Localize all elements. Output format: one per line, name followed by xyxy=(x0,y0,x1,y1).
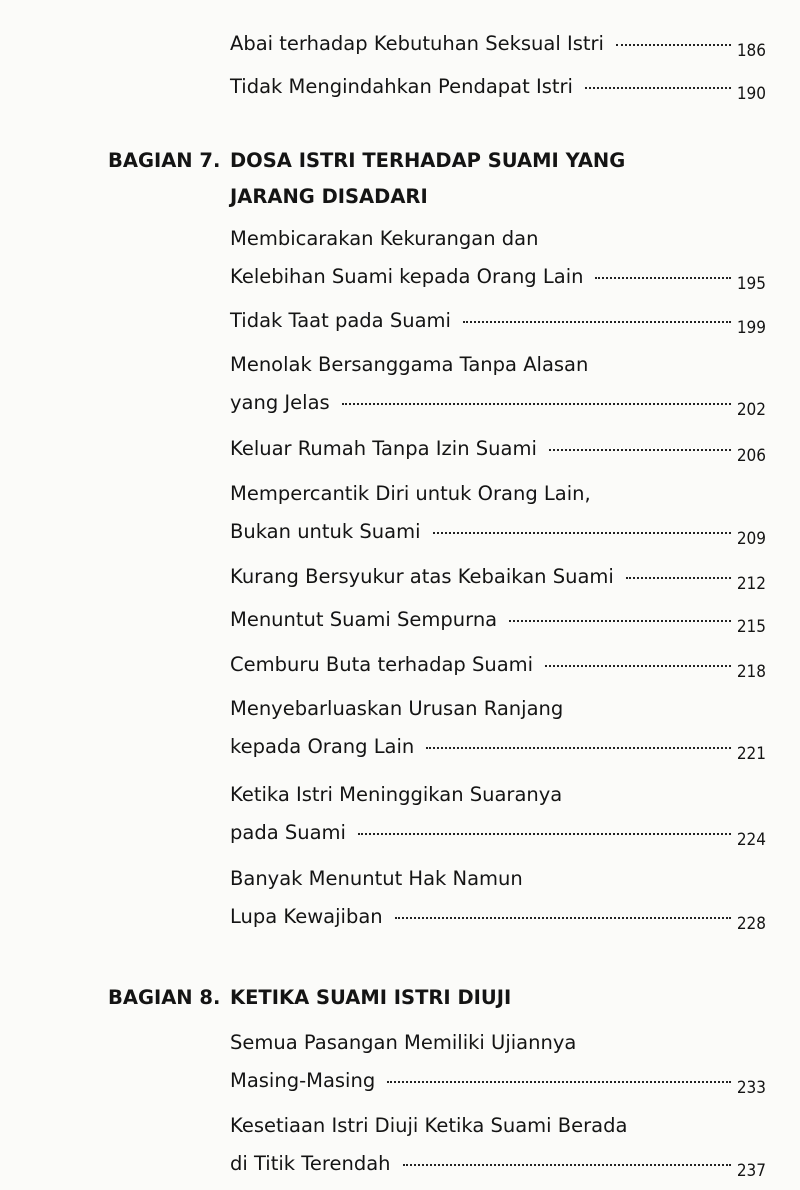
section-title: KETIKA SUAMI ISTRI DIUJI xyxy=(230,986,512,1009)
dot-leader xyxy=(433,532,731,534)
page-number: 195 xyxy=(736,274,766,294)
dot-leader xyxy=(342,403,731,405)
section-heading xyxy=(108,980,511,1016)
entry-title: Semua Pasangan Memiliki Ujiannya xyxy=(230,1031,577,1054)
entry-title: Ketika Istri Meninggikan Suaranya xyxy=(230,783,563,806)
page-number: 237 xyxy=(736,1161,766,1181)
entry-title: pada Suami xyxy=(230,821,346,844)
entry-title: Lupa Kewajiban xyxy=(230,905,383,928)
entry-title: Menyebarluaskan Urusan Ranjang xyxy=(230,697,564,720)
entry-title: kepada Orang Lain xyxy=(230,735,415,758)
dot-leader xyxy=(595,277,730,279)
toc-entry[interactable] xyxy=(230,690,766,767)
toc-entry[interactable] xyxy=(230,776,766,853)
dot-leader xyxy=(585,87,731,89)
dot-leader xyxy=(463,321,731,323)
entry-title: Kelebihan Suami kepada Orang Lain xyxy=(230,265,584,288)
entry-title: Mempercantik Diri untuk Orang Lain, xyxy=(230,482,591,505)
page-number: 228 xyxy=(736,914,766,934)
section-title: JARANG DISADARI xyxy=(230,185,428,208)
toc-entry[interactable] xyxy=(230,1107,766,1184)
toc-entry[interactable] xyxy=(230,220,766,297)
toc-entry[interactable] xyxy=(230,430,766,469)
dot-leader xyxy=(358,833,731,835)
toc-entry[interactable] xyxy=(230,558,766,597)
toc-entry[interactable] xyxy=(230,475,766,552)
entry-title: Tidak Mengindahkan Pendapat Istri xyxy=(230,75,573,98)
entry-title: Abai terhadap Kebutuhan Seksual Istri xyxy=(230,32,604,55)
page-number: 202 xyxy=(736,400,766,420)
page-number: 212 xyxy=(736,574,766,594)
section-title: DOSA ISTRI TERHADAP SUAMI YANG xyxy=(230,149,626,172)
entry-title: Cemburu Buta terhadap Suami xyxy=(230,653,534,676)
page-number: 199 xyxy=(736,318,766,338)
entry-title: Membicarakan Kekurangan dan xyxy=(230,227,539,250)
entry-title: yang Jelas xyxy=(230,391,330,414)
dot-leader xyxy=(387,1081,731,1083)
entry-title: Menuntut Suami Sempurna xyxy=(230,608,498,631)
toc-entry[interactable] xyxy=(230,646,766,685)
dot-leader xyxy=(426,747,731,749)
entry-title: Kurang Bersyukur atas Kebaikan Suami xyxy=(230,565,614,588)
toc-entry[interactable] xyxy=(230,302,766,341)
entry-title: Kesetiaan Istri Diuji Ketika Suami Berada xyxy=(230,1114,628,1137)
section-label: BAGIAN 8. xyxy=(108,986,221,1009)
entry-title: Menolak Bersanggama Tanpa Alasan xyxy=(230,353,589,376)
page-number: 190 xyxy=(736,84,766,104)
page-number: 224 xyxy=(736,830,766,850)
entry-title: Keluar Rumah Tanpa Izin Suami xyxy=(230,437,537,460)
page-number: 218 xyxy=(736,662,766,682)
toc-entry[interactable] xyxy=(230,68,766,107)
dot-leader xyxy=(626,577,731,579)
entry-title: Masing-Masing xyxy=(230,1069,376,1092)
toc-entry[interactable] xyxy=(230,25,766,64)
dot-leader xyxy=(403,1164,731,1166)
dot-leader xyxy=(616,44,731,46)
section-label: BAGIAN 7. xyxy=(108,149,221,172)
dot-leader xyxy=(549,449,731,451)
toc-entry[interactable] xyxy=(230,1024,766,1101)
entry-title: Bukan untuk Suami xyxy=(230,520,421,543)
toc-entry[interactable] xyxy=(230,346,766,423)
dot-leader xyxy=(545,665,731,667)
toc-entry[interactable] xyxy=(230,860,766,937)
entry-title: di Titik Terendah xyxy=(230,1152,391,1175)
entry-title: Banyak Menuntut Hak Namun xyxy=(230,867,523,890)
toc-entry[interactable] xyxy=(230,601,766,640)
dot-leader xyxy=(509,620,731,622)
page-number: 209 xyxy=(736,529,766,549)
entry-title: Tidak Taat pada Suami xyxy=(230,309,451,332)
page-number: 206 xyxy=(736,446,766,466)
dot-leader xyxy=(395,917,731,919)
page-number: 186 xyxy=(736,41,766,61)
section-heading xyxy=(108,143,625,215)
page-number: 233 xyxy=(736,1078,766,1098)
page-number: 221 xyxy=(736,744,766,764)
page-number: 215 xyxy=(736,617,766,637)
